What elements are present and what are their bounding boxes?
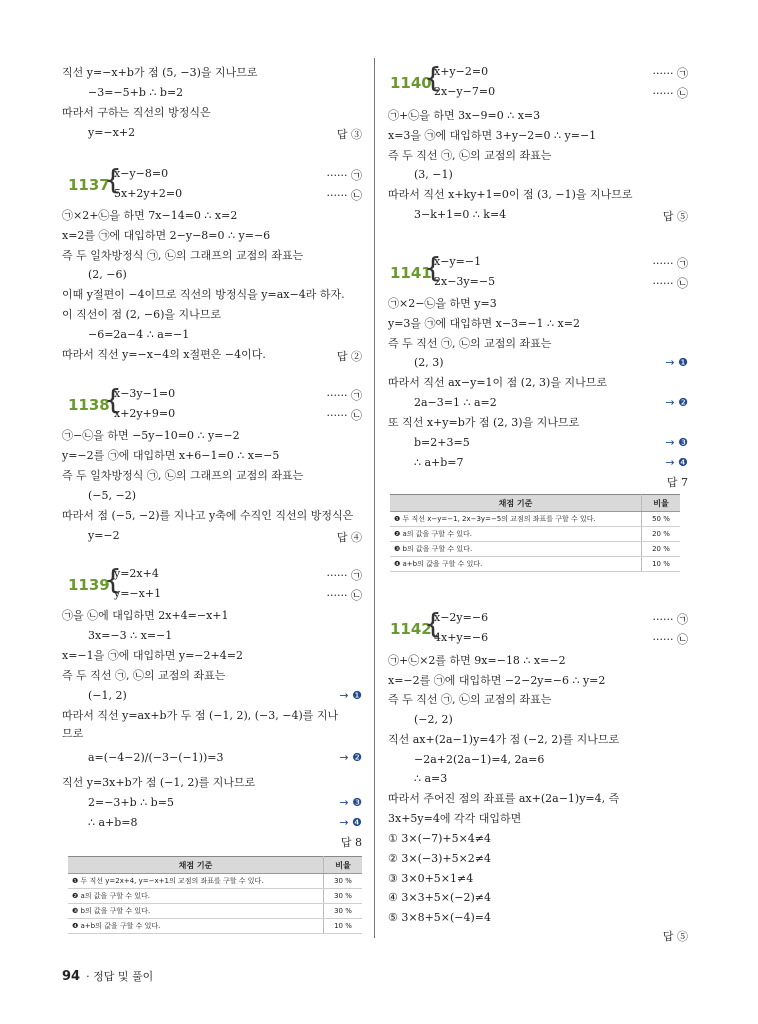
equation-tag: ······ ㉠ [326,569,362,582]
table-row [68,904,362,919]
table-header: 비율 [642,495,681,512]
equation-tag: ······ ㉠ [652,613,688,626]
step-marker: → ❷ [665,396,688,409]
equation-2: 4x+y=−6 [434,631,489,644]
table-cell: ❸ b의 값을 구할 수 있다. [390,542,642,557]
column-divider [374,58,375,938]
table-cell: 50 % [642,512,681,527]
problem-number: 1138 [68,396,110,414]
text-line: x=−1을 ㉠에 대입하면 y=−2+4=2 [62,649,243,662]
text-line: 즉 두 직선 ㉠, ㉡의 교점의 좌표는 [388,149,552,162]
table-header-row [390,495,680,512]
text-line: 3x+5y=4에 각각 대입하면 [388,812,522,825]
text-line: (2, −6) [88,268,127,281]
answer-mark: 답 7 [666,476,688,489]
text-line: b=2+3=5 [414,436,470,449]
table-cell: 30 % [324,889,363,904]
page-number: 94 [62,969,81,984]
equation-1: x+y−2=0 [434,65,489,78]
problem-number: 1137 [68,176,110,194]
equation-2: x+2y+9=0 [114,407,176,420]
brace-icon: { [424,251,442,284]
text-line: 3x=−3 ∴ x=−1 [88,629,173,642]
text-line: 즉 두 직선 ㉠, ㉡의 교점의 좌표는 [388,693,552,706]
text-line: ∴ a=3 [414,772,448,785]
answer-mark: 답 ② [336,350,362,363]
equation-2: 2x−y−7=0 [434,85,496,98]
text-line: −3=−5+b ∴ b=2 [88,86,184,99]
equation-1: x−3y−1=0 [114,387,176,400]
table-cell: ❹ a+b의 값을 구할 수 있다. [390,557,642,572]
problem-number: 1140 [390,74,432,92]
equation-tag: ······ ㉠ [652,257,688,270]
text-line: 따라서 점 (−5, −2)를 지나고 y축에 수직인 직선의 방정식은 [62,509,354,522]
choice-line: ① 3×(−7)+5×4≠4 [388,832,492,845]
table-row [68,889,362,904]
table-cell: 30 % [324,874,363,889]
text-line: 2=−3+b ∴ b=5 [88,796,174,809]
answer-mark: 답 ③ [336,128,362,141]
answer-mark: 답 ⑤ [662,210,688,223]
table-cell: 10 % [324,919,363,934]
table-cell: ❹ a+b의 값을 구할 수 있다. [68,919,324,934]
equation-tag: ······ ㉡ [652,87,688,100]
brace-icon: { [104,163,122,196]
text-line: (−2, 2) [414,713,453,726]
table-cell: ❶ 두 직선 x−y=−1, 2x−3y=−5의 교점의 좌표를 구할 수 있다. [390,512,642,527]
text-line: ㉠+㉡을 하면 3x−9=0 ∴ x=3 [388,109,541,122]
equation-tag: ······ ㉠ [652,67,688,80]
fraction-line: a=(−4−2)/(−3−(−1))=3 [88,751,224,764]
text-line: 즉 두 일차방정식 ㉠, ㉡의 그래프의 교점의 좌표는 [62,249,304,262]
text-line: (−5, −2) [88,489,137,502]
text-line: 즉 두 직선 ㉠, ㉡의 교점의 좌표는 [388,337,552,350]
equation-tag: ······ ㉡ [326,189,362,202]
text-line: ㉠×2−㉡을 하면 y=3 [388,297,497,310]
text-line: 따라서 직선 ax−y=1이 점 (2, 3)을 지나므로 [388,376,607,389]
step-marker: → ❸ [665,436,688,449]
text-line: (−1, 2) [88,689,127,702]
text-line: −6=2a−4 ∴ a=−1 [88,328,190,341]
text-line: ∴ a+b=7 [414,456,464,469]
text-line: −2a+2(2a−1)=4, 2a=6 [414,753,545,766]
text-line: 이 직선이 점 (2, −6)을 지나므로 [62,308,222,321]
equation-1: x−y=−1 [434,255,482,268]
equation-tag: ······ ㉠ [326,169,362,182]
text-line: y=−2 [88,529,120,542]
brace-icon: { [104,383,122,416]
text-line: 므로 [62,727,84,740]
text-line: 이때 y절편이 −4이므로 직선의 방정식을 y=ax−4라 하자. [62,288,345,301]
text-line: (2, 3) [414,356,444,369]
equation-tag: ······ ㉡ [652,277,688,290]
text-line: 따라서 주어진 점의 좌표를 ax+(2a−1)y=4, 즉 [388,792,620,805]
text-line: ㉠−㉡을 하면 −5y−10=0 ∴ y=−2 [62,429,240,442]
text-line: x=−2를 ㉠에 대입하면 −2−2y=−6 ∴ y=2 [388,674,606,687]
table-row [68,874,362,889]
table-cell: 20 % [642,542,681,557]
table-row [390,512,680,527]
table-header-row [68,857,362,874]
text-line: x=2를 ㉠에 대입하면 2−y−8=0 ∴ y=−6 [62,229,271,242]
brace-icon: { [424,61,442,94]
equation-1: x−2y=−6 [434,611,489,624]
problem-number: 1139 [68,576,110,594]
table-header: 채점 기준 [68,857,324,874]
text-line: y=−x+2 [88,126,136,139]
text-line: (3, −1) [414,168,453,181]
table-cell: 10 % [642,557,681,572]
choice-line: ④ 3×3+5×(−2)≠4 [388,891,492,904]
text-line: 따라서 구하는 직선의 방정식은 [62,106,211,119]
text-line: 따라서 직선 y=−x−4의 x절편은 −4이다. [62,348,266,361]
equation-2: y=−x+1 [114,587,162,600]
table-header: 채점 기준 [390,495,642,512]
step-marker: → ❶ [665,356,688,369]
equation-tag: ······ ㉡ [652,633,688,646]
table-cell: ❷ a의 값을 구할 수 있다. [390,527,642,542]
choice-line: ⑤ 3×8+5×(−4)=4 [388,911,492,924]
answer-mark: 답 8 [340,836,362,849]
text-line: 즉 두 직선 ㉠, ㉡의 교점의 좌표는 [62,669,226,682]
step-marker: → ❹ [665,456,688,469]
step-marker: → ❹ [339,816,362,829]
table-header: 비율 [324,857,363,874]
table-row [390,527,680,542]
table-cell: 20 % [642,527,681,542]
text-line: 즉 두 일차방정식 ㉠, ㉡의 그래프의 교점의 좌표는 [62,469,304,482]
equation-tag: ······ ㉠ [326,389,362,402]
table-cell: 30 % [324,904,363,919]
brace-icon: { [104,563,122,596]
text-line: 2a−3=1 ∴ a=2 [414,396,497,409]
equation-2: 2x−3y=−5 [434,275,496,288]
footer-title: · 정답 및 풀이 [86,970,154,983]
text-line: 직선 y=−x+b가 점 (5, −3)을 지나므로 [62,66,258,79]
text-line: ㉠×2+㉡을 하면 7x−14=0 ∴ x=2 [62,209,238,222]
text-line: 또 직선 x+y=b가 점 (2, 3)을 지나므로 [388,416,580,429]
text-line: 직선 ax+(2a−1)y=4가 점 (−2, 2)를 지나므로 [388,733,620,746]
choice-line: ② 3×(−3)+5×2≠4 [388,852,492,865]
table-cell: ❷ a의 값을 구할 수 있다. [68,889,324,904]
text-line: y=3을 ㉠에 대입하면 x−3=−1 ∴ x=2 [388,317,580,330]
text-line: 3−k+1=0 ∴ k=4 [414,208,507,221]
brace-icon: { [424,607,442,640]
table-cell: ❶ 두 직선 y=2x+4, y=−x+1의 교점의 좌표를 구할 수 있다. [68,874,324,889]
step-marker: → ❸ [339,796,362,809]
equation-2: 5x+2y+2=0 [114,187,183,200]
problem-number: 1141 [390,264,432,282]
equation-1: x−y−8=0 [114,167,169,180]
step-marker: → ❶ [339,689,362,702]
text-line: ㉠+㉡×2를 하면 9x=−18 ∴ x=−2 [388,654,566,667]
scoring-table [390,494,680,572]
step-marker: → ❷ [339,751,362,764]
scoring-table [68,856,362,934]
equation-1: y=2x+4 [114,567,159,580]
problem-number: 1142 [390,620,432,638]
text-line: y=−2를 ㉠에 대입하면 x+6−1=0 ∴ x=−5 [62,449,280,462]
table-row [390,557,680,572]
text-line: x=3을 ㉠에 대입하면 3+y−2=0 ∴ y=−1 [388,129,597,142]
text-line: 직선 y=3x+b가 점 (−1, 2)를 지나므로 [62,776,256,789]
table-row [68,919,362,934]
text-line: ㉠을 ㉡에 대입하면 2x+4=−x+1 [62,609,229,622]
equation-tag: ······ ㉡ [326,589,362,602]
text-line: ∴ a+b=8 [88,816,138,829]
text-line: 따라서 직선 y=ax+b가 두 점 (−1, 2), (−3, −4)를 지나 [62,709,339,722]
page-footer [62,968,153,984]
choice-line: ③ 3×0+5×1≠4 [388,872,474,885]
answer-mark: 답 ④ [336,531,362,544]
equation-tag: ······ ㉡ [326,409,362,422]
table-cell: ❸ b의 값을 구할 수 있다. [68,904,324,919]
table-row [390,542,680,557]
answer-mark: 답 ⑤ [662,930,688,943]
text-line: 따라서 직선 x+ky+1=0이 점 (3, −1)을 지나므로 [388,188,633,201]
